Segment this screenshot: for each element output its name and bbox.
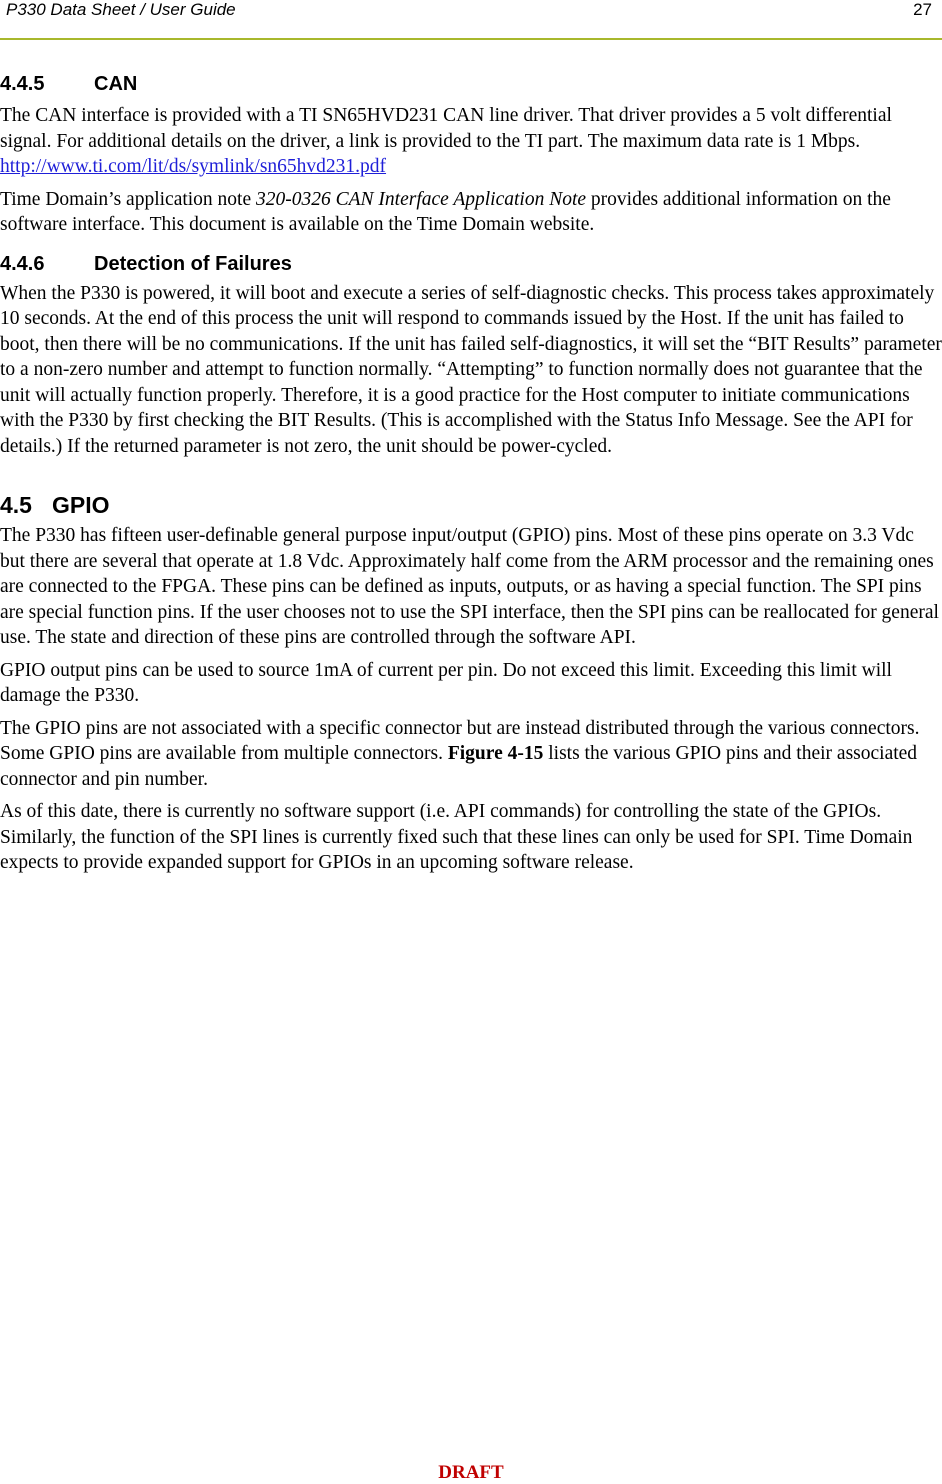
heading-title: Detection of Failures — [94, 252, 292, 275]
failures-paragraph: When the P330 is powered, it will boot and execute a series of self-diagnostic checks. This process takes approximately 10 seconds. At the end of this process the unit will respond to commands issued by the Host. If the unit has failed to boot, then there will be no communications. If the unit has failed self-diagnostics, it will set the “BIT Results” parameter to a non-zero number and attempt to function normally. “Attempting” to function normally does not guarantee that the unit will actually function properly. Therefore, it is a good practice for the Host computer to initiate communications with the P330 by first checking the BIT Results. (This is accomplished with the Status Info Message. See the API for details.) If the returned parameter is not zero, the unit should be power-cycled. — [0, 282, 942, 457]
gpio-paragraph-3-after: lists the various GPIO pins and their associated connector and pin number. — [0, 743, 918, 790]
can-paragraph-2-after: provides additional information on the software interface. This document is available on the Time Domain website. — [0, 188, 891, 235]
gpio-paragraph-3 — [0, 716, 942, 793]
application-note-title: 320-0326 CAN Interface Application Note — [256, 188, 587, 210]
gpio-paragraph-4: As of this date, there is currently no software support (i.e. API commands) for controlling the state of the GPIOs. Similarly, the function of the SPI lines is currently fixed such that these lines can only be used for SPI. Time Domain expects to provide expanded support for GPIOs in an upcoming software release. — [0, 801, 913, 873]
heading-number: 4.5 — [0, 492, 32, 518]
heading-gpio — [0, 491, 942, 519]
document-title: P330 Data Sheet / User Guide — [6, 0, 236, 19]
can-paragraph-2 — [0, 187, 942, 238]
gpio-paragraph-2: GPIO output pins can be used to source 1mA of current per pin. Do not exceed this limit. Exceeding this limit will damage the P330. — [0, 659, 892, 706]
draft-watermark: DRAFT — [438, 1462, 504, 1483]
heading-can — [0, 72, 942, 96]
heading-detection-of-failures — [0, 252, 942, 276]
can-paragraph-1 — [0, 103, 942, 180]
ti-datasheet-link[interactable]: http://www.ti.com/lit/ds/symlink/sn65hvd231.pdf — [0, 156, 387, 177]
figure-reference: Figure 4-15 — [447, 743, 544, 764]
heading-title: CAN — [94, 73, 138, 95]
gpio-paragraph-3-before: The GPIO pins are not associated with a specific connector but are instead distributed through the various connectors. Some GPIO pins are available from multiple connectors. — [0, 717, 920, 764]
page-header — [0, 0, 942, 40]
heading-title: GPIO — [52, 492, 110, 518]
heading-number: 4.4.5 — [0, 73, 45, 95]
page-number: 27 — [913, 0, 932, 19]
can-paragraph-2-before: Time Domain’s application note — [0, 188, 257, 210]
page-content — [0, 72, 942, 876]
heading-number: 4.4.6 — [0, 252, 45, 275]
can-paragraph-1-text: The CAN interface is provided with a TI SN65HVD231 CAN line driver. That driver provides a 5 volt differential signal. For additional details on the driver, a link is provided to the TI part. The maximum data rate is 1 Mbps. — [0, 105, 892, 152]
gpio-paragraph-1: The P330 has fifteen user-definable general purpose input/output (GPIO) pins. Most of these pins operate on 3.3 Vdc but there are several that operate at 1.8 Vdc. Approximately half come from the ARM processor and the remaining ones are connected to the FPGA. These pins can be defined as inputs, outputs, or as having a special function. The SPI pins are special function pins. If the user chooses not to use the SPI interface, then the SPI pins can be reallocated for general use. The state and direction of these pins are controlled through the software API. — [0, 525, 939, 648]
